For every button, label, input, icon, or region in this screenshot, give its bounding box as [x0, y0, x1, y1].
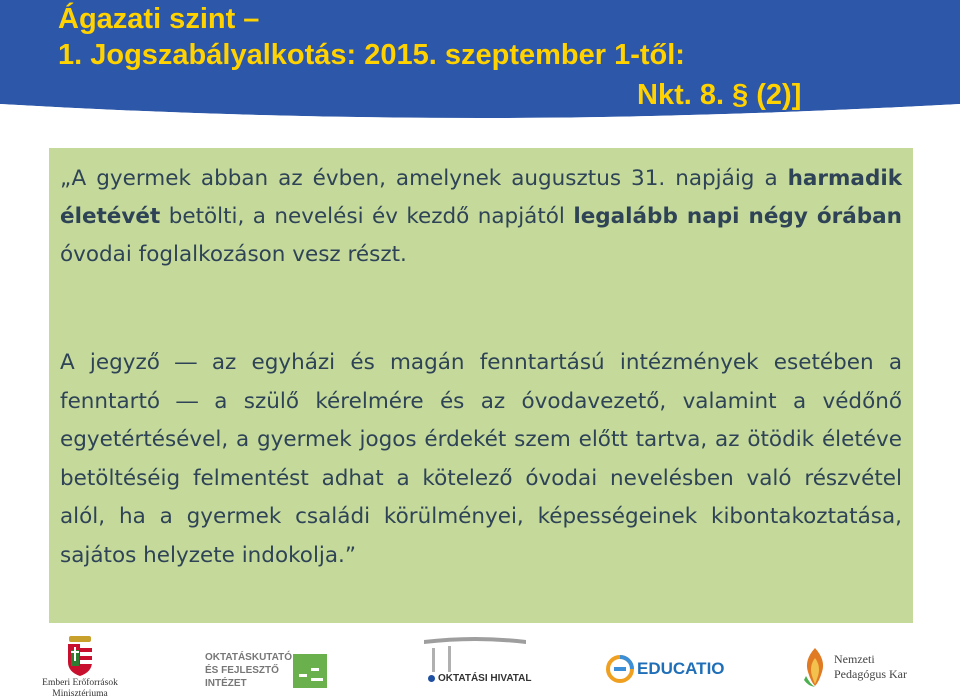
npk-line-1: Nemzeti [834, 652, 875, 666]
ofi-mark-icon [293, 654, 327, 688]
oh-building-icon [420, 634, 530, 674]
npk-flame-icon [800, 646, 830, 688]
educatio-text: EDUCATIO [637, 659, 725, 678]
paragraph-1 [60, 160, 902, 274]
paragraph-2: A jegyző ― az egyházi és magán fenntartású intézmények esetében a fenntartó ― a szülő kérelmére és az óvodavezető, valamint a védőnő egyetértésével, a gyermek jogos érdekét szem előtt tartva, az ötödik életéve betöltéséig felmentést adhat a kötelező óvodai nevelésben való részvétel alól, ha a gyermek családi körülményei, képességeinek kibontakoztatása, sajátos helyzete indokolja.” [60, 350, 902, 568]
npk-logo [800, 644, 925, 694]
p1-bold-2: legalább napi négy órában [573, 204, 902, 229]
oh-text: OKTATÁSI HIVATAL [438, 673, 532, 684]
slide-header [0, 0, 960, 128]
educatio-logo [605, 652, 725, 688]
title-line-3: Nkt. 8. § (2)] [637, 79, 802, 111]
npk-line-2: Pedagógus Kar [834, 667, 907, 681]
emmi-line-1: Emberi Erőforrások [42, 678, 118, 688]
p1-text-2: betölti, a nevelési év kezdő napjától [160, 204, 574, 229]
title-line-2: 1. Jogszabályalkotás: 2015. szeptember 1-től: [58, 39, 685, 71]
title-line-1: Ágazati szint – [58, 3, 260, 35]
content-box [49, 148, 913, 623]
ofi-line-2: ÉS FEJLESZTŐ [205, 665, 279, 676]
ofi-line-3: INTÉZET [205, 678, 247, 689]
p1-bold-1: harmadik életévét [60, 166, 902, 229]
ofi-line-1: OKTATÁSKUTATÓ [205, 652, 293, 663]
p1-text-1: „A gyermek abban az évben, amelynek augusztus 31. napjáig a [60, 166, 788, 191]
emmi-logo [30, 632, 130, 698]
coat-of-arms-icon [30, 632, 130, 676]
footer-logos [0, 630, 960, 699]
p1-text-3: óvodai foglalkozáson vesz részt. [60, 242, 407, 267]
educatio-e-icon [605, 654, 635, 684]
emmi-line-2: Minisztériuma [52, 689, 108, 699]
ofi-logo [205, 652, 330, 696]
oktatasi-hivatal-logo [420, 634, 530, 696]
oh-dot-icon [428, 675, 435, 682]
